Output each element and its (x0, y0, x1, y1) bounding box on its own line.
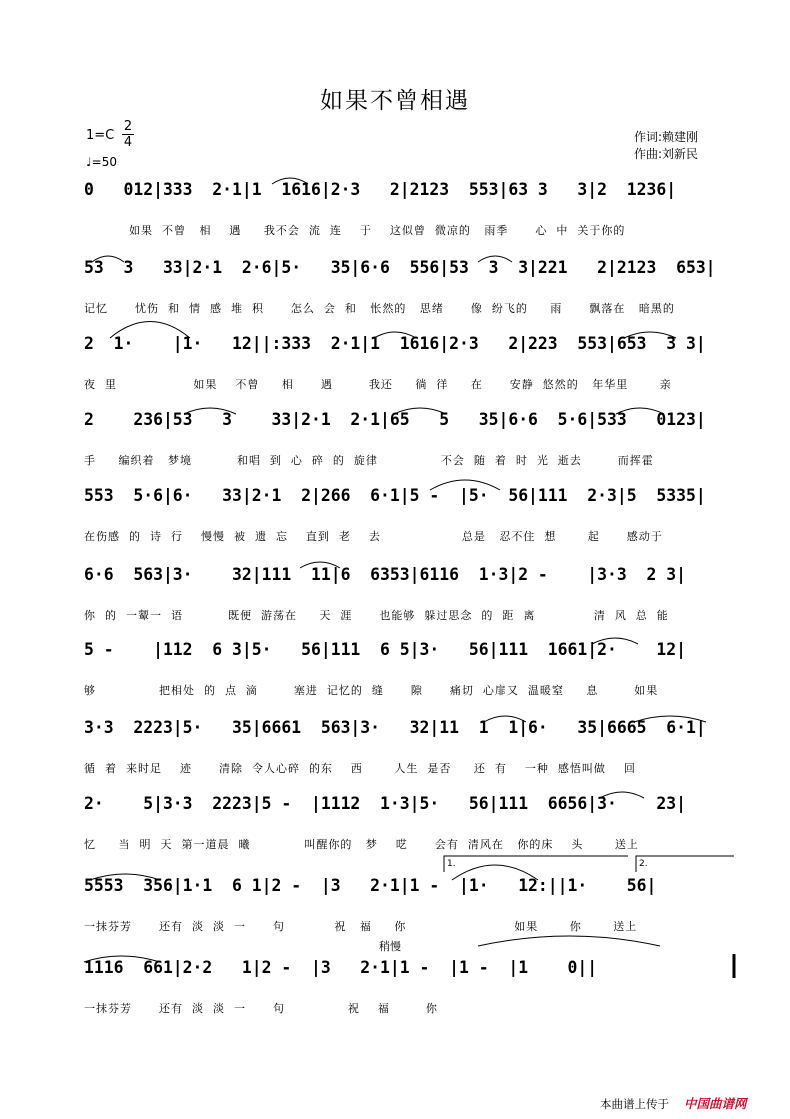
lyrics-line: 够 把相处 的 点 滴 塞进 记忆的 缝 隙 痛切 心扉又 温暖窒 息 如果 (84, 684, 659, 697)
notes-line: 5553 356|1·1 6 1|2 - |3 2·1|1 - |1· 12:||1· 56| (84, 876, 657, 895)
lyrics-line: 一抹芬芳 还有 淡 淡 一 句 祝 福 你 如果 你 送上 (84, 920, 638, 933)
notes-line: 6·6 563|3· 32|111 11|6 6353|6116 1·3|2 - |3·3 2 3| (84, 565, 686, 584)
notes-line: 2 1· |1· 12||:333 2·1|1 1616|2·3 2|223 553|653 3 3| (84, 334, 706, 353)
time-signature-bottom: 4 (123, 135, 133, 150)
notes-line: 1116 661|2·2 1|2 - |3 2·1|1 - |1 - |1 0|| (84, 958, 598, 977)
slur-arc (478, 936, 660, 946)
lyrics-line: 忆 当 明 天 第一道晨 曦 叫醒你的 梦 呓 会有 清风在 你的床 头 送上 (84, 838, 639, 851)
footer-text: 本曲谱上传于 (600, 1097, 669, 1111)
site-logo: 中国曲谱网 (684, 1096, 747, 1111)
key-signature: 1=C (86, 128, 115, 143)
lyrics-line: 你 的 一颦一 语 既便 游荡在 天 涯 也能够 躲过思念 的 距 离 清 风 总 能 (84, 609, 669, 622)
tie-arc (184, 408, 236, 414)
page-title: 如果不曾相遇 (320, 88, 470, 114)
second-ending-bracket (636, 856, 734, 872)
tie-arc (272, 178, 308, 184)
lyrics-line: 如果 不曾 相 遇 我不会 流 连 于 这似曾 微凉的 雨季 心 中 关于你的 (84, 224, 626, 237)
notes-line: 553 5·6|6· 33|2·1 2|266 6·1|5 - |5· 56|111 2·3|5 5335| (84, 486, 706, 505)
tie-arc (592, 638, 638, 644)
tie-arc (616, 408, 664, 414)
notes-line: 53 3 33|2·1 2·6|5· 35|6·6 556|53 3 3|221 2|2123 653| (84, 258, 716, 277)
tie-arc (92, 256, 124, 262)
composer-credit: 作曲:刘新民 (634, 147, 699, 161)
tie-arc (430, 480, 500, 490)
notes-line: 3·3 2223|5· 35|6661 563|3· 32|11 1 1|6· 35|6665 6·1| (84, 718, 706, 737)
notes-line: 2· 5|3·3 2223|5 - |1112 1·3|5· 56|111 6656|3· 23| (84, 794, 686, 813)
notes-line: 0 012|333 2·1|1 1616|2·3 2|2123 553|63 3 3|2 1236| (84, 180, 677, 199)
ending-2-label: 2. (639, 859, 648, 869)
lyrics-line: 夜 里 如果 不曾 相 遇 我还 徜 徉 在 安静 悠然的 年华里 亲 (84, 378, 672, 391)
tie-arc (634, 716, 706, 722)
lyrics-line: 手 编织着 梦境 和唱 到 心 碎 的 旋律 不会 随 着 时 光 逝去 而挥霍 (84, 454, 654, 467)
lyricist-credit: 作词:赖建刚 (634, 130, 699, 144)
tie-arc (478, 256, 512, 262)
tempo-mark: ♩=50 (86, 155, 117, 169)
tie-arc (600, 792, 644, 798)
tie-arc (300, 562, 340, 568)
time-signature-top: 2 (123, 119, 133, 134)
tie-arc (374, 332, 416, 338)
tie-arc (90, 874, 160, 880)
lyrics-line: 循 着 来时足 迹 清除 令人心碎 的东 西 人生 是否 还 有 一种 感悟叫做 回 (84, 762, 636, 775)
notes-line: 5 - |112 6 3|5· 56|111 6 5|3· 56|111 1661|2· 12| (84, 640, 686, 659)
ending-1-label: 1. (447, 859, 456, 869)
slow-marking: 稍慢 (379, 940, 401, 953)
tie-arc (484, 716, 526, 722)
lyrics-line: 一抹芬芳 还有 淡 淡 一 句 祝 福 你 (84, 1002, 438, 1015)
tie-arc (394, 408, 446, 414)
tie-arc (84, 956, 160, 962)
tie-arc (624, 332, 676, 338)
lyrics-line: 在伤感 的 诗 行 慢慢 被 遗 忘 直到 老 去 总是 忍不住 想 起 感动于 (84, 530, 663, 543)
slur-arc (110, 322, 190, 339)
slur-arc (452, 865, 538, 880)
notes-line: 2 236|53 3 33|2·1 2·1|65 5 35|6·6 5·6|533 0123| (84, 410, 706, 429)
lyrics-line: 记忆 忧伤 和 情 感 堆 积 怎么 会 和 怅然的 思绪 像 纷飞的 雨 飘落在 暗黑的 (84, 302, 675, 315)
